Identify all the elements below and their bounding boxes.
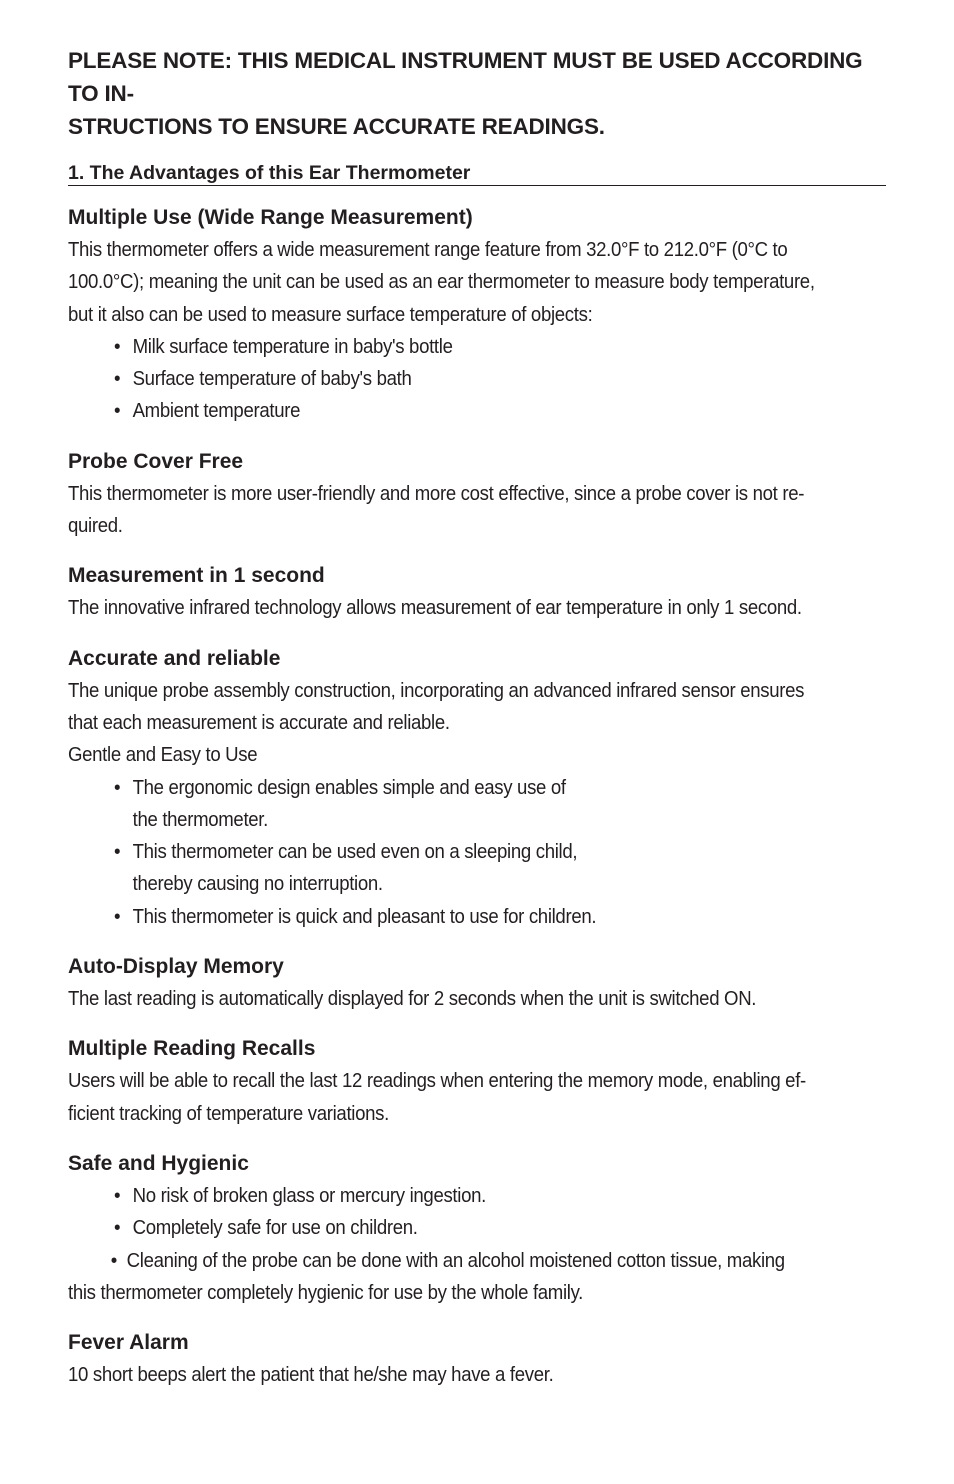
section-safe-hygienic <box>68 1148 886 1309</box>
section-measurement <box>68 560 886 624</box>
section-reading-recalls <box>68 1033 886 1130</box>
bullet-icon: • <box>114 368 121 391</box>
section-heading: Multiple Reading Recalls <box>68 1037 316 1061</box>
section-multiple-use <box>68 202 886 428</box>
section-auto-display <box>68 951 886 1015</box>
section-body <box>68 1359 890 1391</box>
notice-line-2: STRUCTIONS TO ENSURE ACCURATE READINGS. <box>68 114 605 139</box>
bullet-icon: • <box>114 400 121 423</box>
section-accurate <box>68 643 886 933</box>
list-item: • No risk of broken glass or mercury ingestion. <box>114 1180 832 1212</box>
section-body <box>68 592 890 624</box>
body-line: this thermometer completely hygienic for use by the whole family. <box>68 1281 584 1304</box>
list-item: • Cleaning of the probe can be done with an alcohol moistened cotton tissue, making this thermometer completely hygienic for use by the whole family. <box>68 1249 785 1304</box>
body-line: The unique probe assembly construction, incorporating an advanced infrared sensor ensures <box>68 679 805 702</box>
list-item: • This thermometer can be used even on a sleeping child, thereby causing no interruption. <box>114 836 832 901</box>
body-line: The last reading is automatically displayed for 2 seconds when the unit is switched ON. <box>68 988 757 1011</box>
notice-text <box>68 44 886 143</box>
body-line: The innovative infrared technology allows measurement of ear temperature in only 1 second. <box>68 597 802 620</box>
section-fever-alarm <box>68 1327 886 1391</box>
section-body <box>68 1065 890 1130</box>
body-line: 100.0°C); meaning the unit can be used as an ear thermometer to measure body temperature, <box>68 271 815 294</box>
section-body <box>68 478 890 543</box>
section-probe-cover <box>68 446 886 543</box>
bullet-icon: • <box>114 1184 121 1207</box>
body-line: but it also can be used to measure surface temperature of objects: <box>68 303 593 326</box>
section-heading: Accurate and reliable <box>68 646 281 670</box>
section-body <box>68 983 890 1015</box>
bullet-icon: • <box>114 776 121 799</box>
body-line: quired. <box>68 515 123 538</box>
list-item: • Milk surface temperature in baby's bottle <box>114 331 832 363</box>
list-item: • Surface temperature of baby's bath <box>114 363 832 395</box>
bullet-icon: • <box>114 841 121 864</box>
section-heading: Auto-Display Memory <box>68 955 284 979</box>
bullet-icon: • <box>114 1217 121 1240</box>
notice-line-1: PLEASE NOTE: THIS MEDICAL INSTRUMENT MUST BE USED ACCORDING TO IN- <box>68 48 863 106</box>
section-heading: Measurement in 1 second <box>68 564 325 588</box>
body-line: Gentle and Easy to Use <box>68 744 258 767</box>
body-line: ficient tracking of temperature variations. <box>68 1102 389 1125</box>
section-body <box>68 234 890 331</box>
list-item: • Ambient temperature <box>114 395 832 427</box>
list-item: • Completely safe for use on children. <box>114 1212 832 1244</box>
body-line: This thermometer is more user-friendly and more cost effective, since a probe cover is not re- <box>68 482 805 505</box>
body-line: This thermometer offers a wide measurement range feature from 32.0°F to 212.0°F (0°C to <box>68 239 788 261</box>
section-body <box>68 675 890 772</box>
section-heading: Safe and Hygienic <box>68 1151 249 1175</box>
section-heading: Multiple Use (Wide Range Measurement) <box>68 206 473 229</box>
bullet-list <box>68 772 886 933</box>
bullet-icon: • <box>114 905 121 928</box>
body-line: Users will be able to recall the last 12 readings when entering the memory mode, enabling ef- <box>68 1070 806 1093</box>
bullet-list <box>68 331 886 428</box>
bullet-list <box>68 1180 886 1245</box>
section-heading: Probe Cover Free <box>68 449 244 473</box>
chapter-title: 1. The Advantages of this Ear Thermometer <box>68 161 886 186</box>
section-heading: Fever Alarm <box>68 1331 189 1355</box>
bullet-icon: • <box>110 1249 117 1272</box>
bullet-icon: • <box>114 335 121 358</box>
list-item: • The ergonomic design enables simple and easy use of the thermometer. <box>114 772 832 837</box>
document-page <box>68 44 886 1391</box>
list-item: • This thermometer is quick and pleasant to use for children. <box>114 901 832 933</box>
body-line: that each measurement is accurate and reliable. <box>68 711 450 734</box>
body-line: 10 short beeps alert the patient that he/she may have a fever. <box>68 1364 554 1387</box>
